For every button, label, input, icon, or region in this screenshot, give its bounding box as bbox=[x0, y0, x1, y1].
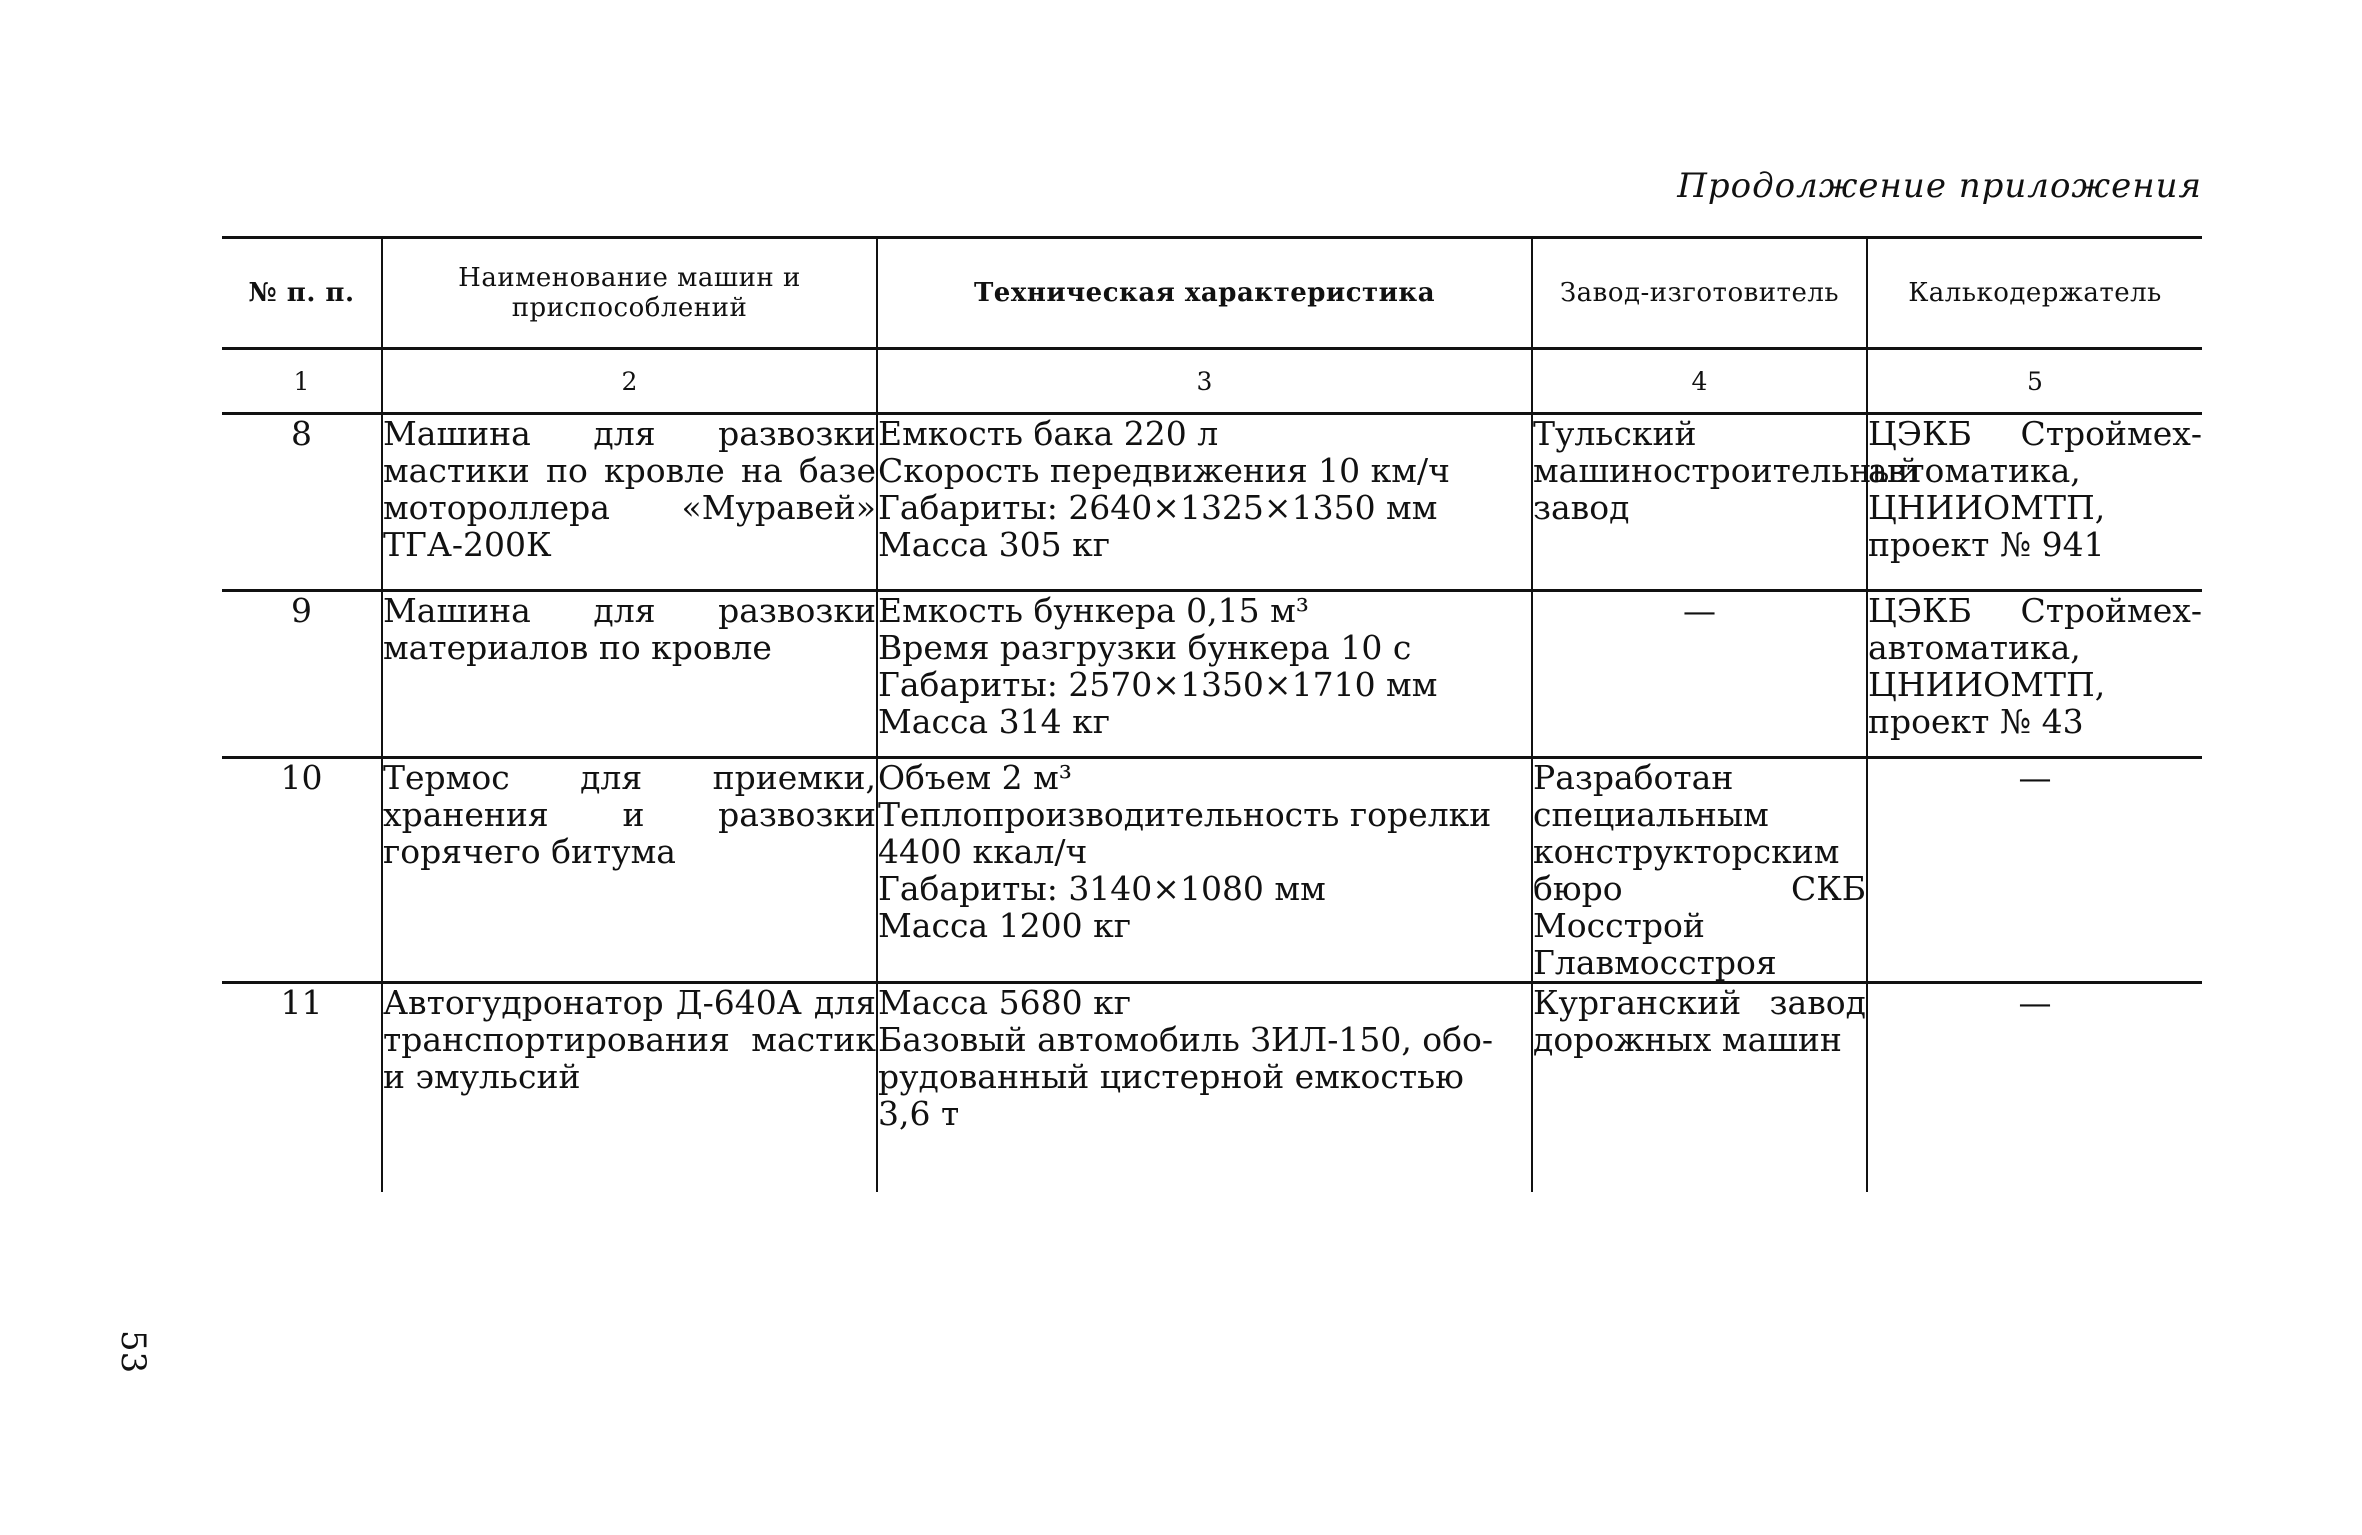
column-header-manufacturer: Завод-изготовитель bbox=[1532, 238, 1867, 349]
column-header-name: Наименование машин и приспособлений bbox=[382, 238, 877, 349]
table-header-row bbox=[222, 238, 2202, 349]
column-header-number: № п. п. bbox=[222, 238, 382, 349]
spec-line: Габариты: 3140×1080 мм bbox=[878, 869, 1326, 908]
spec-line: Скорость передвижения 10 км/ч bbox=[878, 451, 1450, 490]
column-header-holder: Калькодержатель bbox=[1867, 238, 2202, 349]
column-number: 1 bbox=[222, 349, 382, 414]
manufacturer: — bbox=[1532, 591, 1867, 758]
row-number: 9 bbox=[222, 591, 382, 758]
machine-name: Термос для приемки, хранения и развозки горячего битума bbox=[382, 758, 877, 983]
page-subtitle: Продолжение приложения bbox=[1677, 166, 2202, 206]
spec-line: 4400 ккал/ч bbox=[878, 832, 1088, 871]
spec-line: Масса 5680 кг bbox=[878, 983, 1131, 1022]
spec-line: Габариты: 2640×1325×1350 мм bbox=[878, 488, 1438, 527]
spec-line: Масса 305 кг bbox=[878, 525, 1110, 564]
holder: — bbox=[1867, 983, 2202, 1193]
spec-line: Габариты: 2570×1350×1710 мм bbox=[878, 665, 1438, 704]
tech-specs bbox=[877, 414, 1532, 591]
machine-name: Машина для развозки мастики по кровле на базе мотороллера «Муравей» ТГА-200К bbox=[382, 414, 877, 591]
column-number: 2 bbox=[382, 349, 877, 414]
manufacturer: Разработан специальным конструкторским бюро СКБ Мосстрой Главмосстроя bbox=[1533, 758, 1866, 982]
tech-specs bbox=[877, 591, 1532, 758]
column-number: 4 bbox=[1532, 349, 1867, 414]
machine-name: Машина для развозки материалов по кровле bbox=[382, 591, 877, 758]
row-number: 10 bbox=[222, 758, 382, 983]
spec-line: Емкость бункера 0,15 м³ bbox=[878, 591, 1310, 630]
table-row bbox=[222, 414, 2202, 591]
spec-line: Масса 1200 кг bbox=[878, 906, 1131, 945]
spec-line: рудованный цистерной емкостью bbox=[878, 1057, 1464, 1096]
spec-line: 3,6 т bbox=[878, 1094, 960, 1133]
row-number: 8 bbox=[291, 414, 312, 453]
column-number-row bbox=[222, 349, 2202, 414]
manufacturer: Курганский завод дорожных машин bbox=[1532, 983, 1867, 1193]
manufacturer: Тульский машиностроительный завод bbox=[1532, 414, 1867, 591]
spec-line: Емкость бака 220 л bbox=[878, 414, 1219, 453]
table-row bbox=[222, 591, 2202, 758]
spec-line: Масса 314 кг bbox=[878, 702, 1110, 741]
spec-line: Объем 2 м³ bbox=[878, 758, 1072, 797]
table-row bbox=[222, 758, 2202, 983]
spec-line: Базовый автомобиль ЗИЛ-150, обо- bbox=[878, 1020, 1494, 1059]
row-number: 11 bbox=[222, 983, 382, 1193]
table-row bbox=[222, 983, 2202, 1193]
holder: ЦЭКБ Строймех-автоматика, ЦНИИОМТП, проект № 43 bbox=[1867, 591, 2202, 758]
holder: — bbox=[1867, 758, 2202, 983]
spec-line: Время разгрузки бункера 10 с bbox=[878, 628, 1412, 667]
column-header-specs: Техническая характеристика bbox=[877, 238, 1532, 349]
column-number: 5 bbox=[1867, 349, 2202, 414]
machines-table bbox=[222, 236, 2202, 1192]
holder: ЦЭКБ Строймех-автоматика, ЦНИИОМТП, проект № 941 bbox=[1867, 414, 2202, 591]
machine-name: Автогудронатор Д-640А для транспортирования мастик и эмульсий bbox=[382, 983, 877, 1193]
column-number: 3 bbox=[877, 349, 1532, 414]
spec-line: Теплопроизводительность горелки bbox=[878, 795, 1492, 834]
tech-specs bbox=[877, 758, 1532, 983]
tech-specs bbox=[877, 983, 1532, 1193]
page-number: 53 bbox=[113, 1330, 153, 1374]
